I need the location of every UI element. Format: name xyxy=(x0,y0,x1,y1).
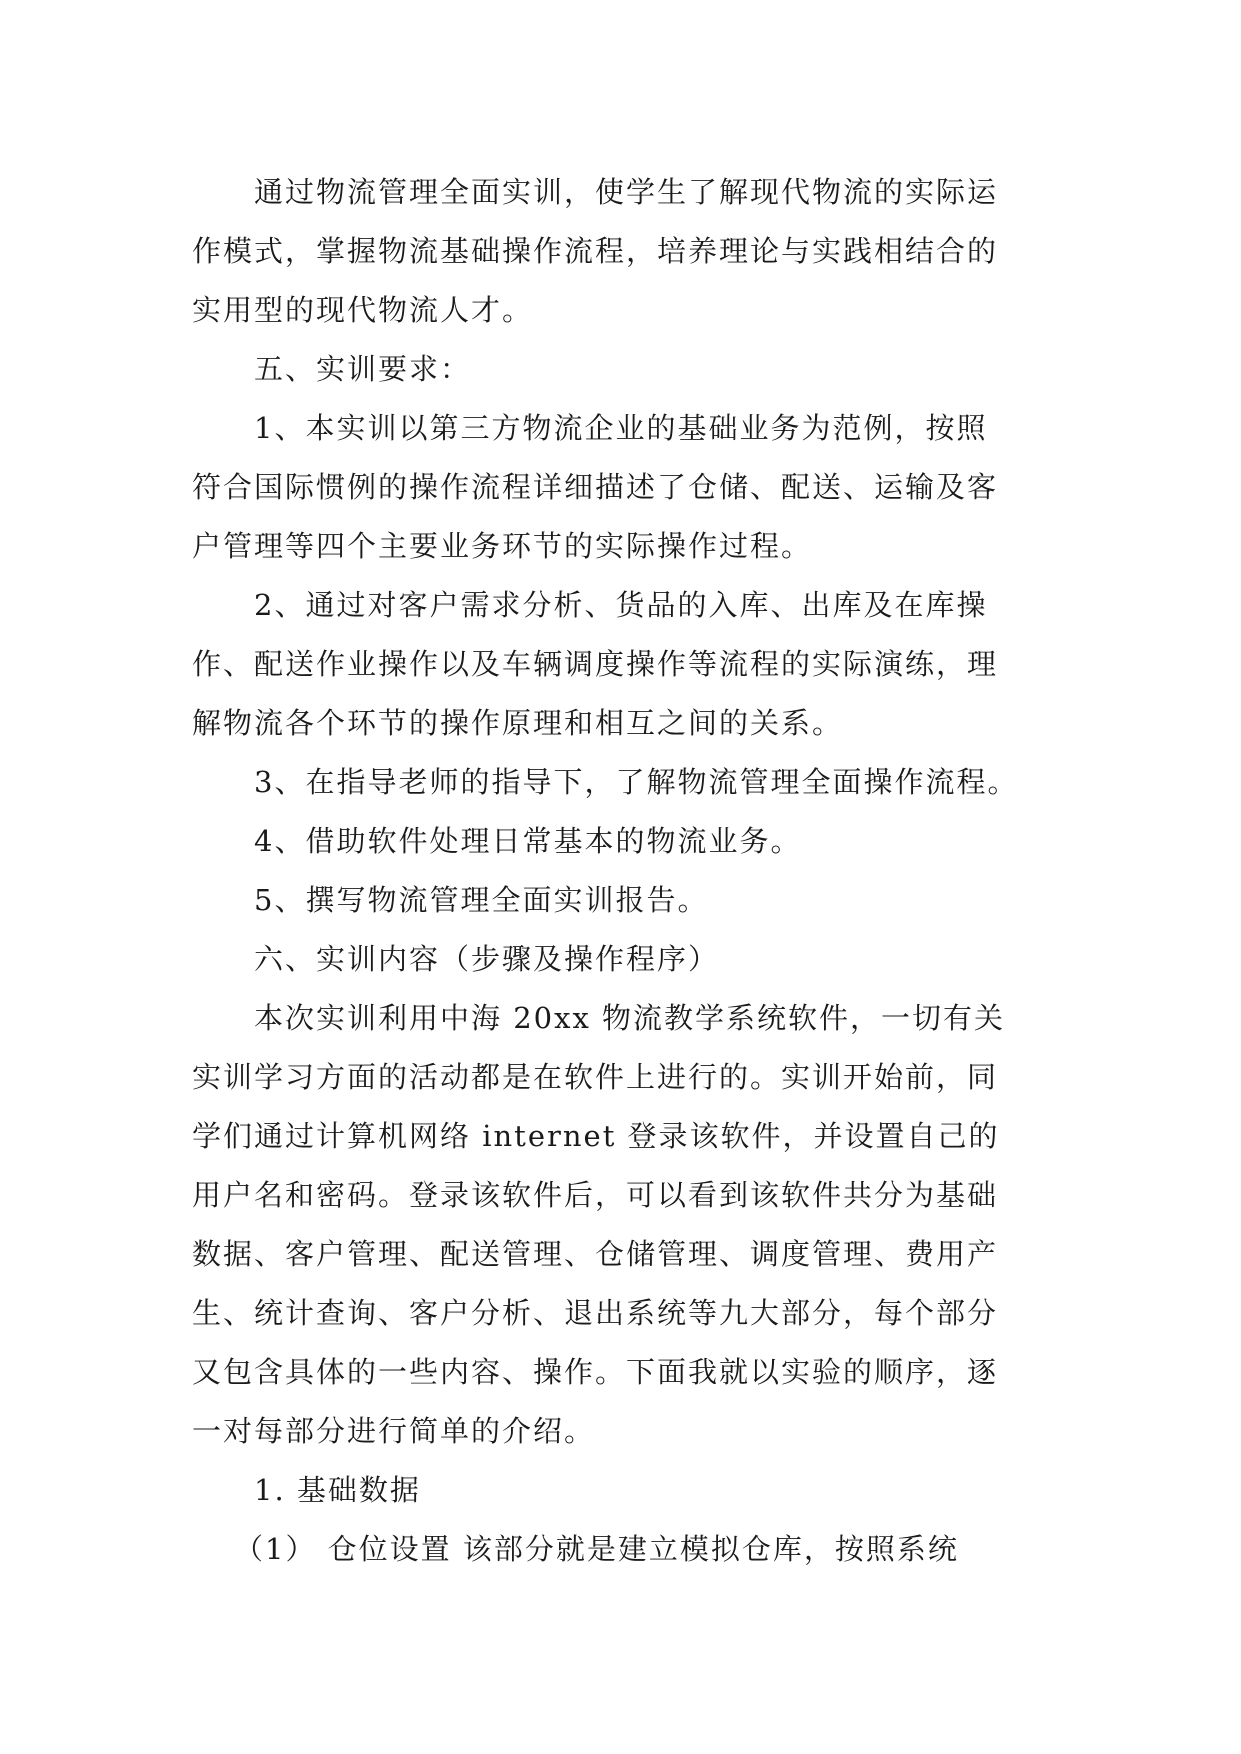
paragraph-line: 一对每部分进行简单的介绍。 xyxy=(192,1414,596,1448)
paragraph-line: 本次实训利用中海 20xx 物流教学系统软件，一切有关 xyxy=(254,1001,1006,1035)
paragraph-line: 2、通过对客户需求分析、货品的入库、出库及在库操 xyxy=(254,588,988,622)
paragraph-line: 3、在指导老师的指导下，了解物流管理全面操作流程。 xyxy=(254,765,1019,799)
paragraph-line: （1） 仓位设置 该部分就是建立模拟仓库，按照系统 xyxy=(234,1532,959,1566)
document-body xyxy=(192,163,1062,1579)
paragraph-line: 用户名和密码。登录该软件后，可以看到该软件共分为基础 xyxy=(192,1178,999,1212)
paragraph-line: 4、借助软件处理日常基本的物流业务。 xyxy=(254,824,802,858)
section-heading: 五、实训要求： xyxy=(254,352,472,386)
paragraph-line: 学们通过计算机网络 internet 登录该软件，并设置自己的 xyxy=(192,1119,1000,1153)
paragraph-line: 符合国际惯例的操作流程详细描述了仓储、配送、运输及客 xyxy=(192,470,999,504)
section-heading: 六、实训内容（步骤及操作程序） xyxy=(254,942,720,976)
paragraph-line: 生、统计查询、客户分析、退出系统等九大部分，每个部分 xyxy=(192,1296,999,1330)
paragraph-line: 作、配送作业操作以及车辆调度操作等流程的实际演练，理 xyxy=(192,647,999,681)
paragraph-line: 数据、客户管理、配送管理、仓储管理、调度管理、费用产 xyxy=(192,1237,999,1271)
paragraph-line: 5、撰写物流管理全面实训报告。 xyxy=(254,883,709,917)
paragraph-line: 作模式，掌握物流基础操作流程，培养理论与实践相结合的 xyxy=(192,234,999,268)
paragraph-line: 1、本实训以第三方物流企业的基础业务为范例，按照 xyxy=(254,411,988,445)
subsection-heading: 1. 基础数据 xyxy=(254,1473,421,1507)
paragraph-line: 又包含具体的一些内容、操作。下面我就以实验的顺序，逐 xyxy=(192,1355,999,1389)
paragraph-line: 户管理等四个主要业务环节的实际操作过程。 xyxy=(192,529,813,563)
paragraph-line: 实用型的现代物流人才。 xyxy=(192,293,534,327)
paragraph-line: 解物流各个环节的操作原理和相互之间的关系。 xyxy=(192,706,844,740)
paragraph-line: 通过物流管理全面实训，使学生了解现代物流的实际运 xyxy=(254,175,999,209)
paragraph-line: 实训学习方面的活动都是在软件上进行的。实训开始前，同 xyxy=(192,1060,999,1094)
